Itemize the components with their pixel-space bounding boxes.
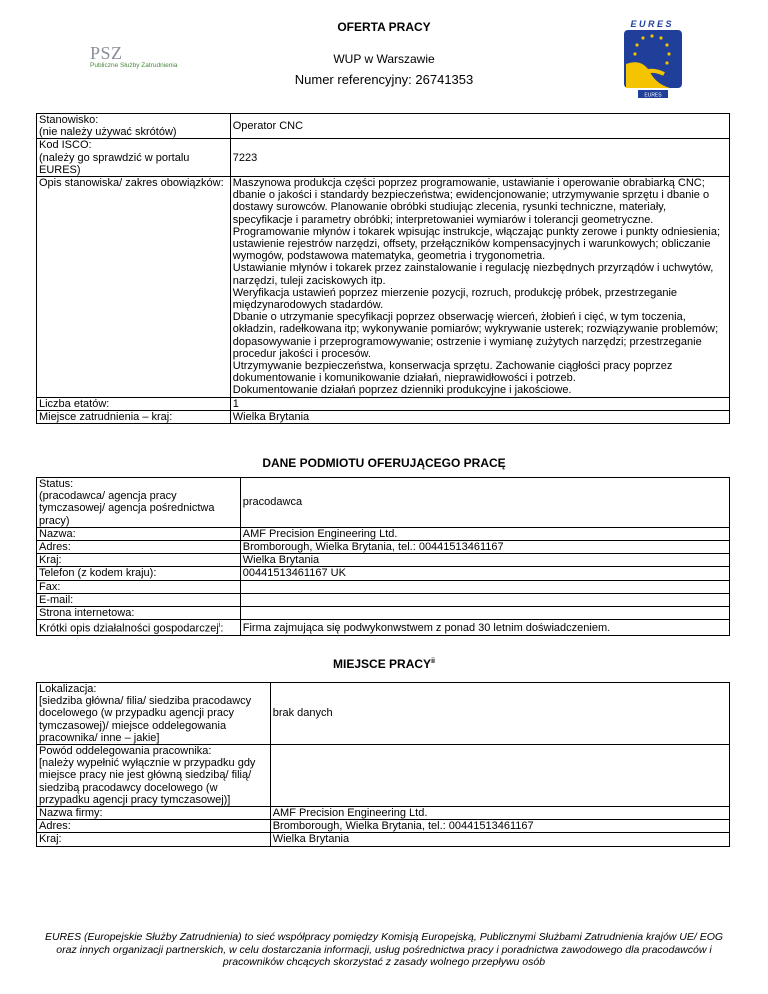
workplace-title-text: MIEJSCE PRACY [333,657,432,671]
phone-value: 00441513461167 UK [240,567,729,580]
employer-table [36,477,730,636]
workplace-table [36,682,730,847]
table-row [37,820,730,833]
email-label: E-mail: [37,593,241,606]
positions-count-label: Liczba etatów: [37,397,231,410]
workplace-address-label: Adres: [37,820,271,833]
workplace-footnote-marker: ii [431,658,435,665]
office-name: WUP w Warszawie [333,52,435,66]
table-row [37,541,730,554]
table-row [37,478,730,528]
workplace-country-label: Kraj: [37,833,271,846]
isco-value: 7223 [230,139,729,177]
table-row [37,607,730,620]
employer-country-label: Kraj: [37,554,241,567]
employer-name-label: Nazwa: [37,527,241,540]
status-label: Status: (pracodawca/ agencja pracy tymczasowej/ agencja pośrednictwa pracy) [37,478,241,528]
employer-section-title: DANE PODMIOTU OFERUJĄCEGO PRACĘ [262,456,506,470]
workplace-address-value: Bromborough, Wielka Brytania, tel.: 00441513461167 [270,820,729,833]
status-value: pracodawca [240,478,729,528]
activity-value: Firma zajmująca się podwykonwstwem z ponad 30 letnim doświadczeniem. [240,620,729,636]
psz-logo [90,44,177,70]
table-row [37,410,730,423]
psz-logo-big: PSZ [90,43,123,63]
website-value [240,607,729,620]
table-row [37,139,730,177]
job-table [36,113,730,424]
eures-logo [612,18,690,102]
employer-name-value: AMF Precision Engineering Ltd. [240,527,729,540]
table-row [37,177,730,398]
positions-count-value: 1 [230,397,729,410]
isco-label: Kod ISCO: (należy go sprawdzić w portalu EURES) [37,139,231,177]
page-title: OFERTA PRACY [337,20,431,34]
position-value: Operator CNC [230,114,729,139]
website-label: Strona internetowa: [37,607,241,620]
description-value: Maszynowa produkcja części poprzez programowanie, ustawianie i operowanie obrabiarką CNC; dbanie o jakości i standardy bezpieczeństwa; ewidencjonowanie; utrzymywanie sprzętu i dbanie o dostawy surowców. Planowanie obróbki studiując zlecenia, rysunki techniczne, materiały, specyfikacje i parametry obróbki; interpretowaniei wymiarów i tolerancji geometryczne. Programowanie młynów i tokarek wpisując instrukcje, włączając punkty zerowe i punkty odniesienia; ustawienie rejestrów narzędzi, offsety, przełączników kompensacyjnych i warunkowych; obliczanie wymogów, podstawowa matematyka, geometria i trygonometria. Ustawianie młynów i tokarek przez zainstalowanie i regulację niezbędnych przyrządów i uchwytów, narzędzi, tuleji zaciskowych itp. Weryfikacja ustawień poprzez mierzenie pozycji, rozruch, produkcję próbek, przestrzeganie międzynarodowych stadardów. Dbanie o utrzymanie specyfikacji poprzez obserwację wierceń, żłobień i cięć, w tym toczenia, okładzin, radełkowana itp; wykonywanie pomiarów; wykrywanie usterek; rozwiązywanie problemów; dopasowywanie i przeprogramowywanie; ostrzenie i wymianę zużytych narzędzi; przestrzeganie procedur jakości i procesów. Utrzymywanie bezpieczeństwa, konserwacja sprzętu. Zachowanie ciągłości pracy poprzez dokumentowanie i komunikowanie działań, nieprawidłowości i potrzeb. Dokumentowanie działań poprzez dzienniki produkcyjne i jakościowe. [230,177,729,398]
position-label: Stanowisko: (nie należy używać skrótów) [37,114,231,139]
table-row [37,527,730,540]
phone-label: Telefon (z kodem kraju): [37,567,241,580]
workplace-section-title [0,657,768,671]
job-country-label: Miejsce zatrudnienia – kraj: [37,410,231,423]
email-value [240,593,729,606]
location-value: brak danych [270,683,729,745]
table-row [37,554,730,567]
fax-value [240,580,729,593]
eures-logo-text: E U R E S [630,19,672,29]
table-row [37,683,730,745]
description-label: Opis stanowiska/ zakres obowiązków: [37,177,231,398]
employer-address-value: Bromborough, Wielka Brytania, tel.: 00441513461167 [240,541,729,554]
activity-label-cell [37,620,241,636]
table-row [37,593,730,606]
table-row [37,567,730,580]
psz-logo-small: Publiczne Służby Zatrudnienia [90,62,178,69]
location-label: Lokalizacja: [siedziba główna/ filia/ siedziba pracodawcy docelowego (w przypadku agencji pracy tymczasowej)/ miejsce oddelegowania pracownika/ inne – jakie] [37,683,271,745]
table-row [37,620,730,636]
reference-number: Numer referencyjny: 26741353 [294,72,474,87]
delegation-value [270,745,729,807]
activity-label: Krótki opis działalności gospodarczej [39,622,219,635]
activity-footnote-marker: i [218,622,221,630]
company-name-value: AMF Precision Engineering Ltd. [270,807,729,820]
company-name-label: Nazwa firmy: [37,807,271,820]
table-row [37,580,730,593]
workplace-country-value: Wielka Brytania [270,833,729,846]
footer-note: EURES (Europejskie Służby Zatrudnienia) to sieć współpracy pomiędzy Komisją Europejską, Publicznymi Służbami Zatrudnienia krajów UE/ EOG oraz innych organizacji partnerskich, w celu dostarczania informacji, usług pośrednictwa pracy i poradnictwa zawodowego dla pracodawców i pracowników chcących skorzystać z zasady wolnego przepływu osób [44,931,724,968]
delegation-label: Powód oddelegowania pracownika: [należy wypełnić wyłącznie w przypadku gdy miejsce pracy nie jest główną siedzibą/ filią/ siedzibą pracodawcy docelowego (w przypadku agencji pracy tymczasowej)] [37,745,271,807]
fax-label: Fax: [37,580,241,593]
employer-country-value: Wielka Brytania [240,554,729,567]
job-country-value: Wielka Brytania [230,410,729,423]
table-row [37,833,730,846]
employer-address-label: Adres: [37,541,241,554]
table-row [37,807,730,820]
activity-label-colon: : [220,622,224,635]
table-row [37,114,730,139]
table-row [37,397,730,410]
table-row [37,745,730,807]
eures-logo-tag: EURES [644,92,662,99]
